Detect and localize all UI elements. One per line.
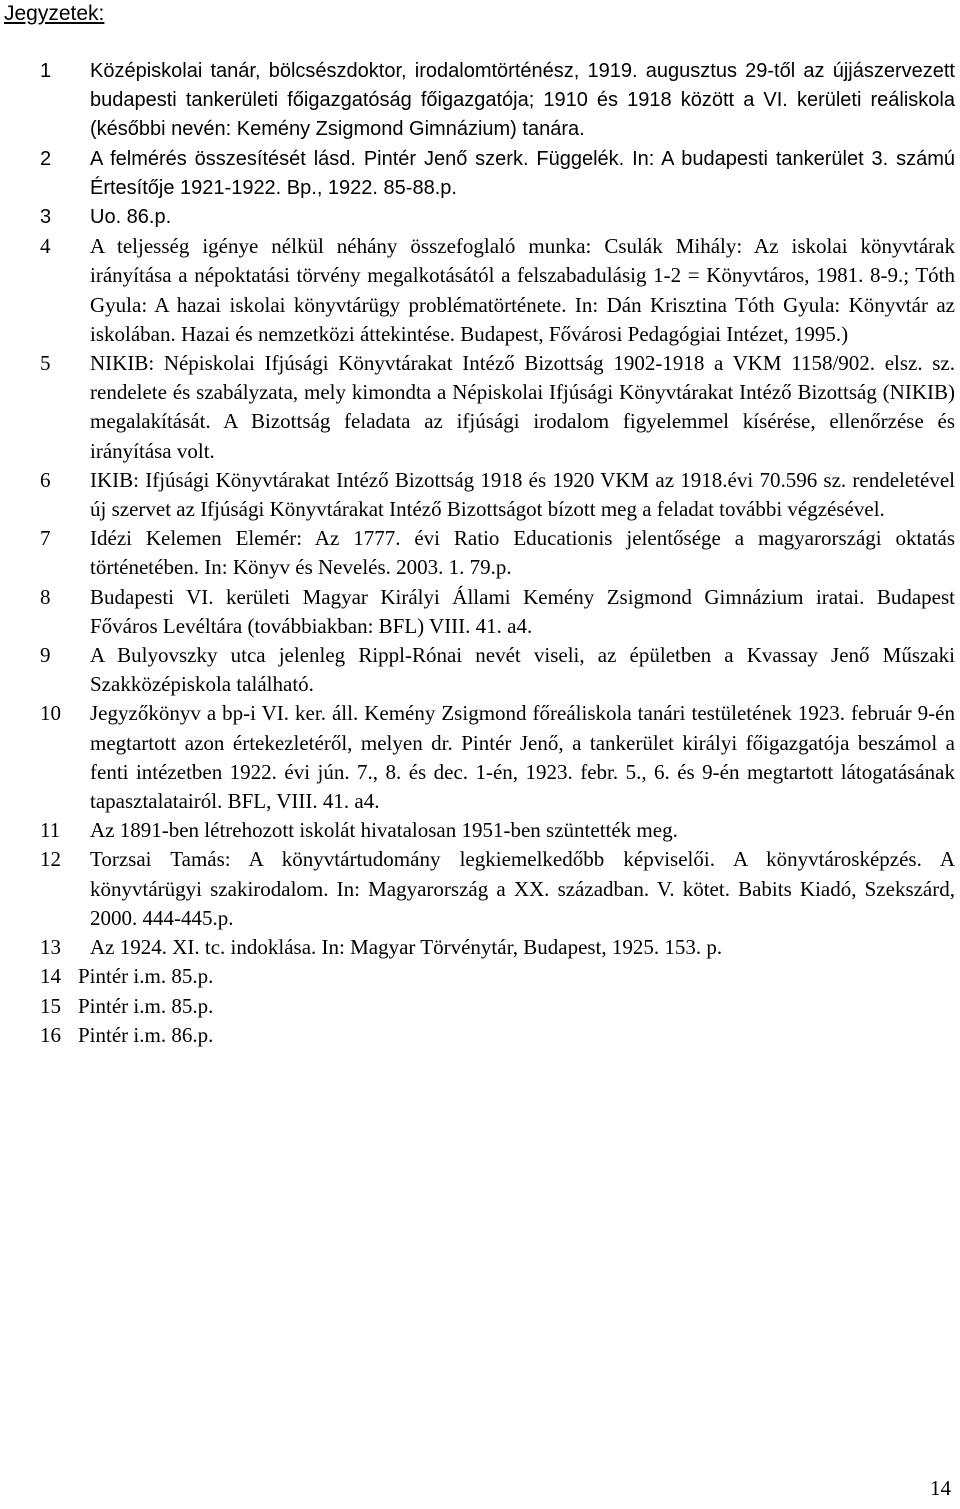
footnote-number: 10 <box>40 701 61 726</box>
footnote-12 <box>40 845 955 933</box>
footnote-number: 8 <box>40 584 51 609</box>
footnote-7 <box>40 524 955 582</box>
footnote-number: 6 <box>40 467 51 492</box>
footnote-text: A teljesség igénye nélkül néhány összefoglaló munka: Csulák Mihály: Az iskolai könyvtárak irányítása a népoktatási törvény megalkotásától a felszabadulásig 1-2 = Könyvtáros, 1981. 8-9.; Tóth Gyula: A hazai iskolai könyvtárügy problématörténete. In: Dán Krisztina Tóth Gyula: Könyvtár az iskolában. Hazai és nemzetközi áttekintése. Budapest, Fővárosi Pedagógiai Intézet, 1995.) <box>90 234 955 346</box>
footnote-16 <box>40 1021 955 1050</box>
footnote-14 <box>40 962 955 991</box>
footnote-text: Az 1891-ben létrehozott iskolát hivatalosan 1951-ben szüntették meg. <box>90 818 678 843</box>
footnote-text: NIKIB: Népiskolai Ifjúsági Könyvtárakat Intéző Bizottság 1902-1918 a VKM 1158/902. elsz. sz. rendelete és szabályzata, mely kimondta a Népiskolai Ifjúsági Könyvtárakat Intéző Bizottság (NIKIB) megalakítását. A Bizottság feladata az ifjúsági irodalom figyelemmel kísérése, ellenőrzése és irányítása volt. <box>90 351 955 463</box>
footnote-3 <box>40 203 955 232</box>
footnote-number: 16 <box>40 1022 61 1047</box>
footnote-number: 3 <box>40 206 52 229</box>
footnote-number: 12 <box>40 847 61 872</box>
footnote-text: Az 1924. XI. tc. indoklása. In: Magyar Törvénytár, Budapest, 1925. 153. p. <box>90 935 723 960</box>
footnote-number: 9 <box>40 643 51 668</box>
footnote-4 <box>40 232 955 349</box>
footnote-5 <box>40 349 955 466</box>
footnote-text: Jegyzőkönyv a bp-i VI. ker. áll. Kemény Zsigmond főreáliskola tanári testületének 1923. február 9-én megtartott azon értekezletéről, melyen dr. Pintér Jenő, a tankerület királyi főigazgatója beszámol a fenti intézetben 1922. évi jún. 7., 8. és dec. 1-én, 1923. febr. 5., 6. és 9-én megtartott látogatásának tapasztalatairól. BFL, VIII. 41. a4. <box>90 701 955 814</box>
footnote-number: 1 <box>40 60 52 82</box>
footnote-8 <box>40 583 955 641</box>
footnote-text: Pintér i.m. 85.p. <box>78 964 214 989</box>
footnote-9 <box>40 641 955 699</box>
footnote-number: 5 <box>40 351 51 376</box>
footnote-text: Középiskolai tanár, bölcsészdoktor, irodalomtörténész, 1919. augusztus 29-től az újjászervezett budapesti tankerületi főigazgatóság főigazgatója; 1910 és 1918 között a VI. kerületi reáliskola (későbbi nevén: Kemény Zsigmond Gimnázium) tanára. <box>90 60 955 141</box>
footnote-15 <box>40 992 955 1021</box>
footnote-number: 7 <box>40 526 51 551</box>
footnote-text: Pintér i.m. 86.p. <box>78 1022 214 1047</box>
page-number: 14 <box>930 1476 951 1500</box>
notes-heading: Jegyzetek: <box>4 2 105 25</box>
footnote-13 <box>40 933 955 962</box>
footnote-text: Torzsai Tamás: A könyvtártudomány legkiemelkedőbb képviselői. A könyvtárosképzés. A könyvtárügyi szakirodalom. In: Magyarország a XX. században. V. kötet. Babits Kiadó, Szekszárd, 2000. 444-445.p. <box>90 847 955 930</box>
footnote-text: IKIB: Ifjúsági Könyvtárakat Intéző Bizottság 1918 és 1920 VKM az 1918.évi 70.596 sz. rendeletével új szervet az Ifjúsági Könyvtárakat Intéző Bizottságot bízott meg a feladat további végzésével. <box>90 467 955 522</box>
footnote-2 <box>40 145 955 203</box>
footnote-text: A felmérés összesítését lásd. Pintér Jenő szerk. Függelék. In: A budapesti tankerület 3. számú Értesítője 1921-1922. Bp., 1922. 85-88.p. <box>90 147 955 199</box>
footnote-10 <box>40 699 955 816</box>
footnote-text: Idézi Kelemen Elemér: Az 1777. évi Ratio Educationis jelentősége a magyarországi oktatás történetében. In: Könyv és Nevelés. 2003. 1. 79.p. <box>90 526 955 580</box>
footnote-number: 13 <box>40 935 61 960</box>
footnote-1 <box>40 57 955 145</box>
footnote-6 <box>40 466 955 524</box>
footnote-11 <box>40 816 955 845</box>
footnote-number: 11 <box>40 818 61 843</box>
footnote-number: 2 <box>40 147 52 170</box>
footnote-number: 15 <box>40 993 61 1018</box>
footnotes-list <box>40 57 955 1050</box>
footnote-number: 4 <box>40 234 51 259</box>
footnote-text: Budapesti VI. kerületi Magyar Királyi Állami Kemény Zsigmond Gimnázium iratai. Budapest Főváros Levéltára (továbbiakban: BFL) VIII. 41. a4. <box>90 584 955 638</box>
footnote-text: Uo. 86.p. <box>90 206 172 229</box>
footnote-text: A Bulyovszky utca jelenleg Rippl-Rónai nevét viseli, az épületben a Kvassay Jenő Műszaki Szakközépiskola található. <box>90 643 955 697</box>
footnote-text: Pintér i.m. 85.p. <box>78 993 214 1018</box>
footnote-number: 14 <box>40 964 61 989</box>
